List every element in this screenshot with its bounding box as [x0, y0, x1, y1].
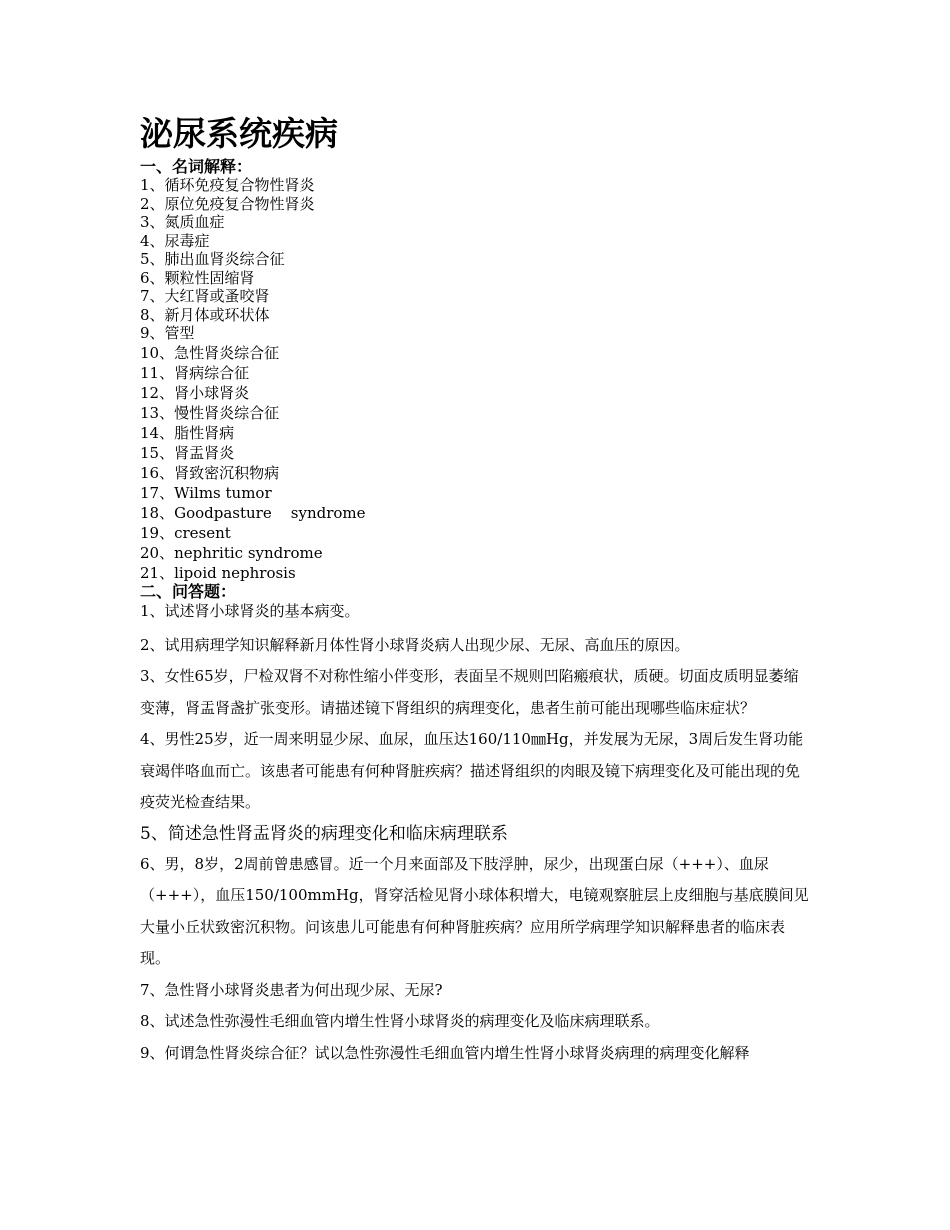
page-title: 泌尿系统疾病: [140, 114, 338, 153]
question-item: 7、急性肾小球肾炎患者为何出现少尿、无尿?: [140, 980, 443, 999]
list-item: 20、nephritic syndrome: [140, 543, 323, 562]
list-item: 5、肺出血肾炎综合征: [140, 250, 285, 268]
question-list: [140, 601, 812, 1070]
list-item: 3、氮质血症: [140, 213, 225, 231]
question-item: 9、何谓急性肾炎综合征？试以急性弥漫性毛细血管内增生性肾小球肾炎病理的病理变化解释: [140, 1043, 750, 1062]
list-item: 10、急性肾炎综合征: [140, 343, 280, 362]
list-item: 18、Goodpasture syndrome: [140, 503, 366, 522]
list-item: 11、肾病综合征: [140, 363, 250, 382]
list-item: 8、新月体或环状体: [140, 305, 270, 324]
list-item: 14、脂性肾病: [140, 423, 235, 442]
list-item: 16、肾致密沉积物病: [140, 463, 280, 482]
list-item: 21、lipoid nephrosis: [140, 563, 296, 582]
term-list: [140, 176, 812, 583]
list-item: 12、肾小球肾炎: [140, 383, 250, 402]
list-item: 2、原位免疫复合物性肾炎: [140, 194, 315, 213]
list-item: 6、颗粒性固缩肾: [140, 268, 255, 287]
question-item: 3、女性65岁，尸检双肾不对称性缩小伴变形，表面呈不规则凹陷瘢痕状，质硬。切面皮质明显萎缩变薄，肾盂肾盏扩张变形。请描述镜下肾组织的病理变化，患者生前可能出现哪些临床症状？: [140, 667, 799, 717]
list-item: 7、大红肾或蚤咬肾: [140, 287, 270, 305]
document-page: [140, 112, 812, 1069]
list-item: 15、肾盂肾炎: [140, 443, 235, 462]
question-item: 2、试用病理学知识解释新月体性肾小球肾炎病人出现少尿、无尿、高血压的原因。: [140, 635, 690, 654]
section-heading-questions: 二、问答题：: [140, 581, 237, 601]
question-item: 1、试述肾小球肾炎的基本病变。: [140, 601, 360, 620]
list-item: 4、尿毒症: [140, 231, 210, 250]
list-item: 1、循环免疫复合物性肾炎: [140, 176, 315, 194]
list-item: 9、管型: [140, 324, 195, 342]
question-item: 4、男性25岁，近一周来明显少尿、血尿，血压达160/110㎜Hg，并发展为无尿，3周后发生肾功能衰竭伴咯血而亡。该患者可能患有何种肾脏疾病？描述肾组织的肉眼及镜下病理变化及可能出现的免疫荧光检查结果。: [140, 730, 804, 811]
list-item: 19、cresent: [140, 523, 231, 542]
section-heading-terms: 一、名词解释：: [140, 157, 253, 176]
question-item: 8、试述急性弥漫性毛细血管内增生性肾小球肾炎的病理变化及临床病理联系。: [140, 1012, 660, 1030]
list-item: 17、Wilms tumor: [140, 483, 272, 502]
question-item: 6、男，8岁，2周前曾患感冒。近一个月来面部及下肢浮肿，尿少，出现蛋白尿（+++）、血尿（+++），血压150/100mmHg，肾穿活检见肾小球体积增大，电镜观察脏层上皮细胞与基底膜间见大量小丘状致密沉积物。问该患儿可能患有何种肾脏疾病？应用所学病理学知识解释患者的临床表现。: [140, 854, 809, 967]
question-item: 5、简述急性肾盂肾炎的病理变化和临床病理联系: [140, 823, 508, 844]
list-item: 13、慢性肾炎综合征: [140, 403, 280, 422]
